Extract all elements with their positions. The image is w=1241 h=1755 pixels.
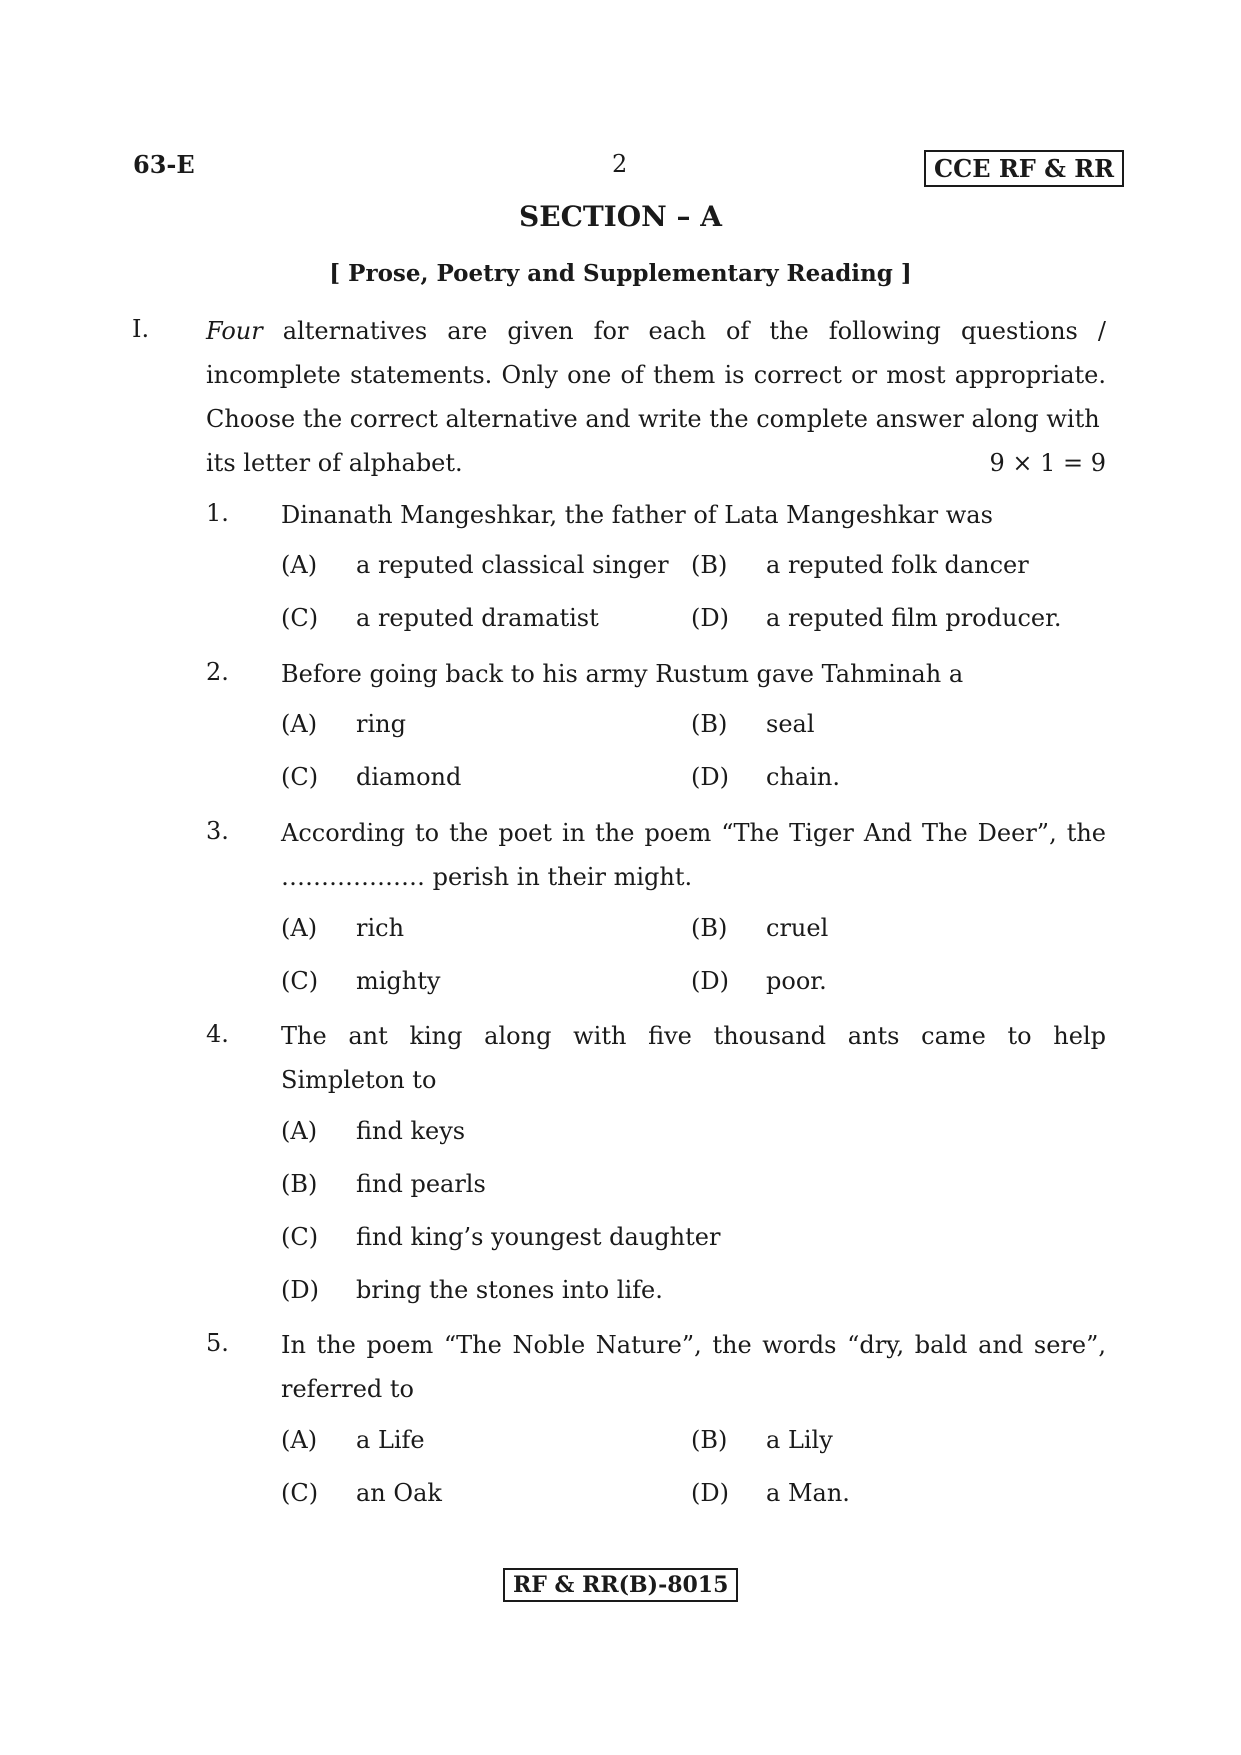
question-text: [281, 1323, 1106, 1411]
question-number: 3.: [206, 817, 229, 845]
exam-page: 63-E 2 CCE RF & RR SECTION – A [ Prose, Poetry and Supplementary Reading ] I. Four alternatives are given for each of the following questions / incomplete statements. Only one of them is correct or most appropriate. Choose the correct alternative and write the complete answer along with its letter of alphabet. 9 × 1 = 9 1. Dinanath Mangeshkar, the father of Lata Mangeshkar was (A) a reputed classical singer (B) a reputed folk dancer (C) a reputed dramatist (D) a reputed film producer. 2. Before going back to his army Rustum gave Tahminah a (A) ring (B) seal (C) diamond (D) chain. 3. According to the poet in the poem “The Tiger And The Deer”, the ……………… perish in their might. (A) rich (B) cruel (C) mighty (D) poor. 4. The ant king along with five thousand ants came to help Simpleton to (A) find keys (B) find pearls (C) find king’s youngest daughter (D) bring the stones into life. 5. In the poem “The Noble Nature”, the words “dry, bald and sere”, referred to (A) a Life (B) a Lily (C) an Oak (D) a Man. RF & RR(B)-8015: [0, 0, 1241, 1755]
question-number: 5.: [206, 1329, 229, 1357]
question-text-line-2: ……………… perish in their might.: [281, 863, 693, 891]
question-number: 4.: [206, 1020, 229, 1048]
question-text-line-1: The ant king along with five thousand ants came to help: [281, 1022, 1106, 1050]
paper-code: 63-E: [133, 150, 195, 179]
instruction-text: [206, 309, 1106, 485]
instruction-last-line: [206, 441, 1106, 485]
marks-allocation: 9 × 1 = 9: [989, 449, 1106, 477]
question-text-line-2: Simpleton to: [281, 1066, 437, 1094]
question-text-line-2: referred to: [281, 1375, 414, 1403]
question-text: Dinanath Mangeshkar, the father of Lata Mangeshkar was: [281, 501, 993, 529]
exam-code-box: CCE RF & RR: [924, 150, 1124, 187]
question-number: 2.: [206, 658, 229, 686]
instruction-body: alternatives are given for each of the following questions / incomplete statements. Only one of them is correct or most appropriate. Choose the correct alternative and write the complete answer along with: [206, 317, 1106, 433]
question-text: [281, 811, 1106, 899]
question-text: [281, 1014, 1106, 1102]
question-text-line-1: According to the poet in the poem “The Tiger And The Deer”, the: [281, 819, 1106, 847]
page-number: 2: [612, 150, 628, 178]
question-text: Before going back to his army Rustum gave Tahminah a: [281, 660, 964, 688]
footer-code-box: RF & RR(B)-8015: [503, 1568, 738, 1602]
instruction-emphasis: Four: [206, 317, 263, 345]
section-title: SECTION – A: [519, 200, 722, 233]
question-number: 1.: [206, 499, 229, 527]
instruction-number: I.: [132, 315, 150, 343]
section-subtitle: [ Prose, Poetry and Supplementary Reading ]: [329, 260, 912, 287]
instruction-tail: its letter of alphabet.: [206, 449, 463, 477]
question-text-line-1: In the poem “The Noble Nature”, the words “dry, bald and sere”,: [281, 1331, 1106, 1359]
